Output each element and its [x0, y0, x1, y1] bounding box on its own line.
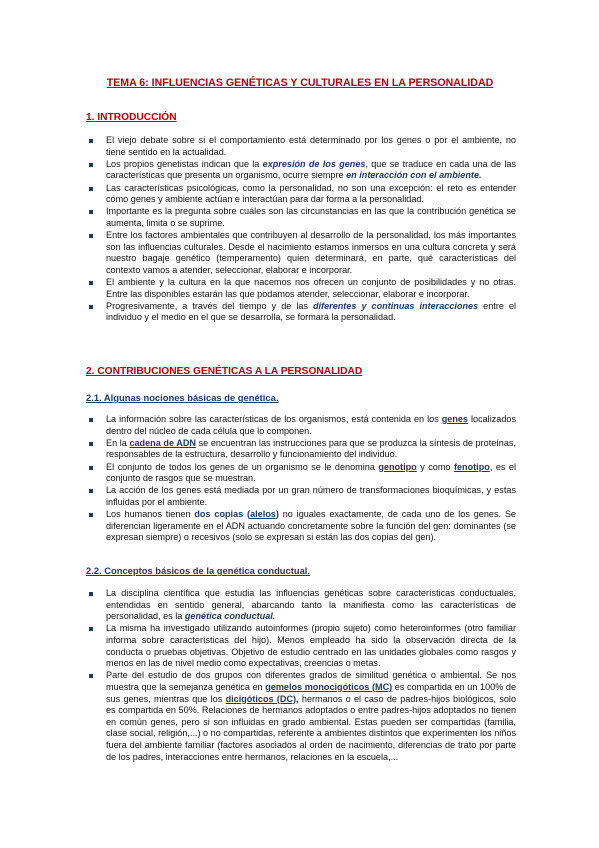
- emphasis: genética conductual.: [184, 611, 276, 622]
- introduccion-list: [86, 135, 516, 325]
- list-item: Entre los factores ambientales que contribuyen al desarrollo de la personalidad, los más importantes son las influencias culturales. Desde el nacimiento estamos inmersos en una cultura concreta y será nuestro bagaje genético (temperamento) quien determinará, en parte, qué características del contexto vamos a atender, seleccionar, elaborar e incorporar.: [86, 230, 516, 276]
- nociones-list: [86, 414, 516, 545]
- term-link: dicigóticos (DC),: [225, 693, 299, 704]
- emphasis: diferentes y continuas interacciones: [312, 300, 479, 311]
- list-item: El conjunto de todos los genes de un organismo se le denomina genotipo y como fenotipo, es el conjunto de rasgos que se muestran.: [86, 462, 516, 485]
- section-heading-contribuciones: 2. CONTRIBUCIONES GENÉTICAS A LA PERSONALIDAD: [86, 366, 363, 377]
- list-item: Importante es la pregunta sobre cuáles son las circunstancias en las que la contribución genética se aumenta, limita o se suprime.: [86, 206, 516, 229]
- list-item: El ambiente y la cultura en la que nacemos nos ofrecen un conjunto de posibilidades y no otras. Entre las disponibles estarán las que podamos atender, seleccionar, elaborar e incorporar.: [86, 277, 516, 300]
- term-link: genotipo: [378, 461, 417, 472]
- list-item: El viejo debate sobre si el comportamiento está determinado por los genes o por el ambiente, no tiene sentido en la actualidad.: [86, 135, 516, 158]
- emphasis: expresión de los genes: [262, 158, 366, 169]
- subsection-heading-conceptos: 2.2. Conceptos básicos de la genética conductual.: [86, 565, 311, 576]
- emphasis: en interacción con el ambiente.: [346, 170, 482, 181]
- list-item: Los propios genetistas indican que la expresión de los genes, que se traduce en cada una de las características que presenta un organismo, ocurre siempre en interacción con el ambiente.: [86, 159, 516, 182]
- list-item: Parte del estudio de dos grupos con diferentes grados de similitud genética o ambiental. Se nos muestra que la semejanza genética en gemelos monocigóticos (MC) es compartida en un 100% de sus genes, mientras que los dicigóticos (DC), hermanos o el caso de padres-hijos biológicos, solo es compartida en 50%. Relaciones de hermanos adoptados o entre padres-hijos adoptados no tienen en común genes, pero si son influidas en grado ambiental. Estas pueden ser compartidas (familia, clase social, religión,...) o no compartidas, referente a ambientes distintos que experimenten los niños fuera del ambiente familiar (factores asociados al orden de nacimiento, diferencias de trato por parte de los padres, interacciones entre hermanos, relaciones en la escuela,...: [86, 670, 516, 763]
- list-item: Los humanos tienen dos copias (alelos) no iguales exactamente, de cada uno de los genes. Se diferencian ligeramente en el ADN actuando concretamente sobre la función del gen: dominantes (se expresan siempre) o recesivos (solo se expresan si están las dos copias del gen).: [86, 509, 516, 544]
- term-link: genes: [441, 414, 468, 424]
- document-title: TEMA 6: INFLUENCIAS GENÉTICAS Y CULTURALES EN LA PERSONALIDAD: [106, 77, 494, 89]
- term-link: alelos: [250, 509, 276, 520]
- list-item: En la cadena de ADN se encuentran las instrucciones para que se produzca la síntesis de proteínas, responsables de la estructura, desarrollo y funcionamiento del individuo.: [86, 438, 516, 461]
- conceptos-list: [86, 588, 516, 764]
- list-item: La información sobre las características de los organismos, está contenida en los genes localizados dentro del núcleo de cada célula que lo componen.: [86, 414, 516, 437]
- section-heading-introduccion: 1. INTRODUCCIÓN: [86, 112, 177, 123]
- term-link: fenotipo: [453, 461, 490, 472]
- list-item: Las características psicológicas, como la personalidad, no son una excepción: el reto es entender cómo genes y ambiente actúan e interactúan para dar forma a la personalidad.: [86, 183, 516, 206]
- list-item: La acción de los genes está mediada por un gran número de transformaciones bioquímicas, y estas influidas por el ambiente.: [86, 485, 516, 508]
- list-item: La disciplina científica que estudia las influencias genéticas sobre características conductuales, entendidas en sentido general, abarcando tanto la manifiesta como las características de personalidad, es la genética conductual.: [86, 588, 516, 623]
- term-link: cadena de ADN: [129, 437, 196, 448]
- subsection-heading-nociones: 2.1. Algunas nociones básicas de genética.: [86, 392, 279, 403]
- list-item: Progresivamente, a través del tiempo y de las diferentes y continuas interacciones entre el individuo y el medio en el que se desarrolla, se formará la personalidad.: [86, 301, 516, 324]
- list-item: La misma ha investigado utilizando autoinformes (propio sujeto) como heteroinformes (otro familiar informa sobre características del hijo). Menos empleado ha sido la observación directa de la conducta o pruebas objetivas. Objetivo de estudio centrado en las unidades globales como rasgos y menos en las de nivel medio como expectativas, creencias o metas.: [86, 623, 516, 669]
- term-link: gemelos monocigóticos (MC): [265, 681, 393, 692]
